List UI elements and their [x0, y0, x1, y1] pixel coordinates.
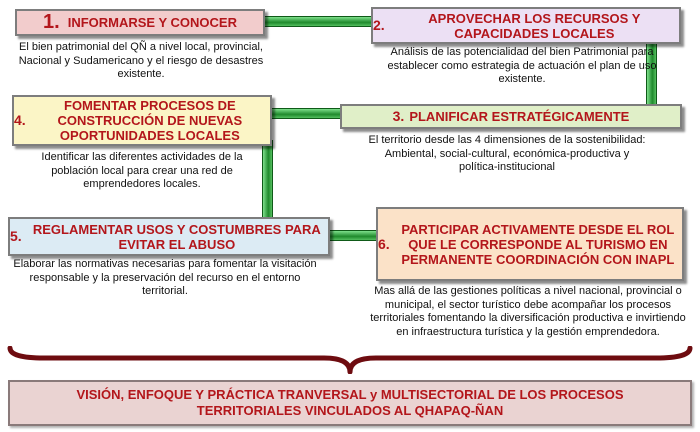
connector-1-2 — [262, 16, 374, 27]
step-2-title: APROVECHAR LOS RECURSOS Y CAPACIDADES LOCALES — [428, 10, 641, 41]
step-2-number: 2. — [373, 17, 385, 33]
step-6-title: PARTICIPAR ACTIVAMENTE DESDE EL ROL QUE LE CORRESPONDE AL TURISMO EN PERMANENTE COORDINACIÓN CON INAPL — [401, 221, 675, 267]
step-3-box — [340, 104, 682, 129]
step-4-title: FOMENTAR PROCESOS DE CONSTRUCCIÓN DE NUEVAS OPORTUNIDADES LOCALES — [57, 98, 243, 143]
footer-summary-text: VISIÓN, ENFOQUE Y PRÁCTICA TRANVERSAL y MULTISECTORIAL DE LOS PROCESOS TERRITORIALES VINCULADOS AL QHAPAQ-ÑAN — [76, 387, 624, 418]
step-1-description: El bien patrimonial del QÑ a nivel local, provincial, Nacional y Sudamericano y el riesgo de desastres existente. — [18, 41, 264, 80]
step-1-number: 1. — [43, 11, 60, 33]
connector-5-6 — [328, 230, 378, 241]
footer-summary-box — [8, 380, 692, 426]
step-5-description: Elaborar las normativas necesarias para fomentar la visitación responsable y la preservación del recurso en el entorno territorial. — [13, 258, 317, 297]
step-6-description: Mas allá de las gestiones políticas a nivel nacional, provincial o municipal, el sector turístico debe acompañar los procesos territoriales fomentando la diversificación productiva e invirtiendo en infraestructura turística y la gestión emprendedora. — [370, 285, 686, 338]
step-3-description: El territorio desde las 4 dimensiones de la sostenibilidad: Ambiental, social-cultural, económica-productiva y política-institucional — [368, 134, 646, 173]
step-2-box — [371, 7, 681, 44]
connector-4-3 — [270, 108, 342, 119]
step-5-title: REGLAMENTAR USOS Y COSTUMBRES PARA EVITAR EL ABUSO — [32, 221, 321, 252]
step-5-box — [8, 217, 330, 256]
step-4-number: 4. — [14, 112, 26, 128]
step-6-number: 6. — [378, 235, 390, 252]
step-5-number: 5. — [10, 228, 22, 244]
step-6-box — [376, 207, 684, 281]
step-1-box — [15, 9, 265, 36]
step-1-title: INFORMARSE Y CONOCER — [67, 15, 237, 30]
step-2-description: Análisis de las potencialidad del bien Patrimonial para establecer como estrategia de actuación el plan de uso existente. — [387, 46, 657, 85]
step-4-box — [12, 95, 272, 146]
brace-icon — [4, 346, 696, 374]
step-3-number: 3. — [392, 108, 405, 124]
step-4-description: Identificar las diferentes actividades de la población local para crear una red de emprendedores locales. — [41, 151, 243, 190]
step-3-title: PLANIFICAR ESTRATÉGICAMENTE — [409, 109, 630, 124]
connector-4-5 — [262, 140, 273, 224]
